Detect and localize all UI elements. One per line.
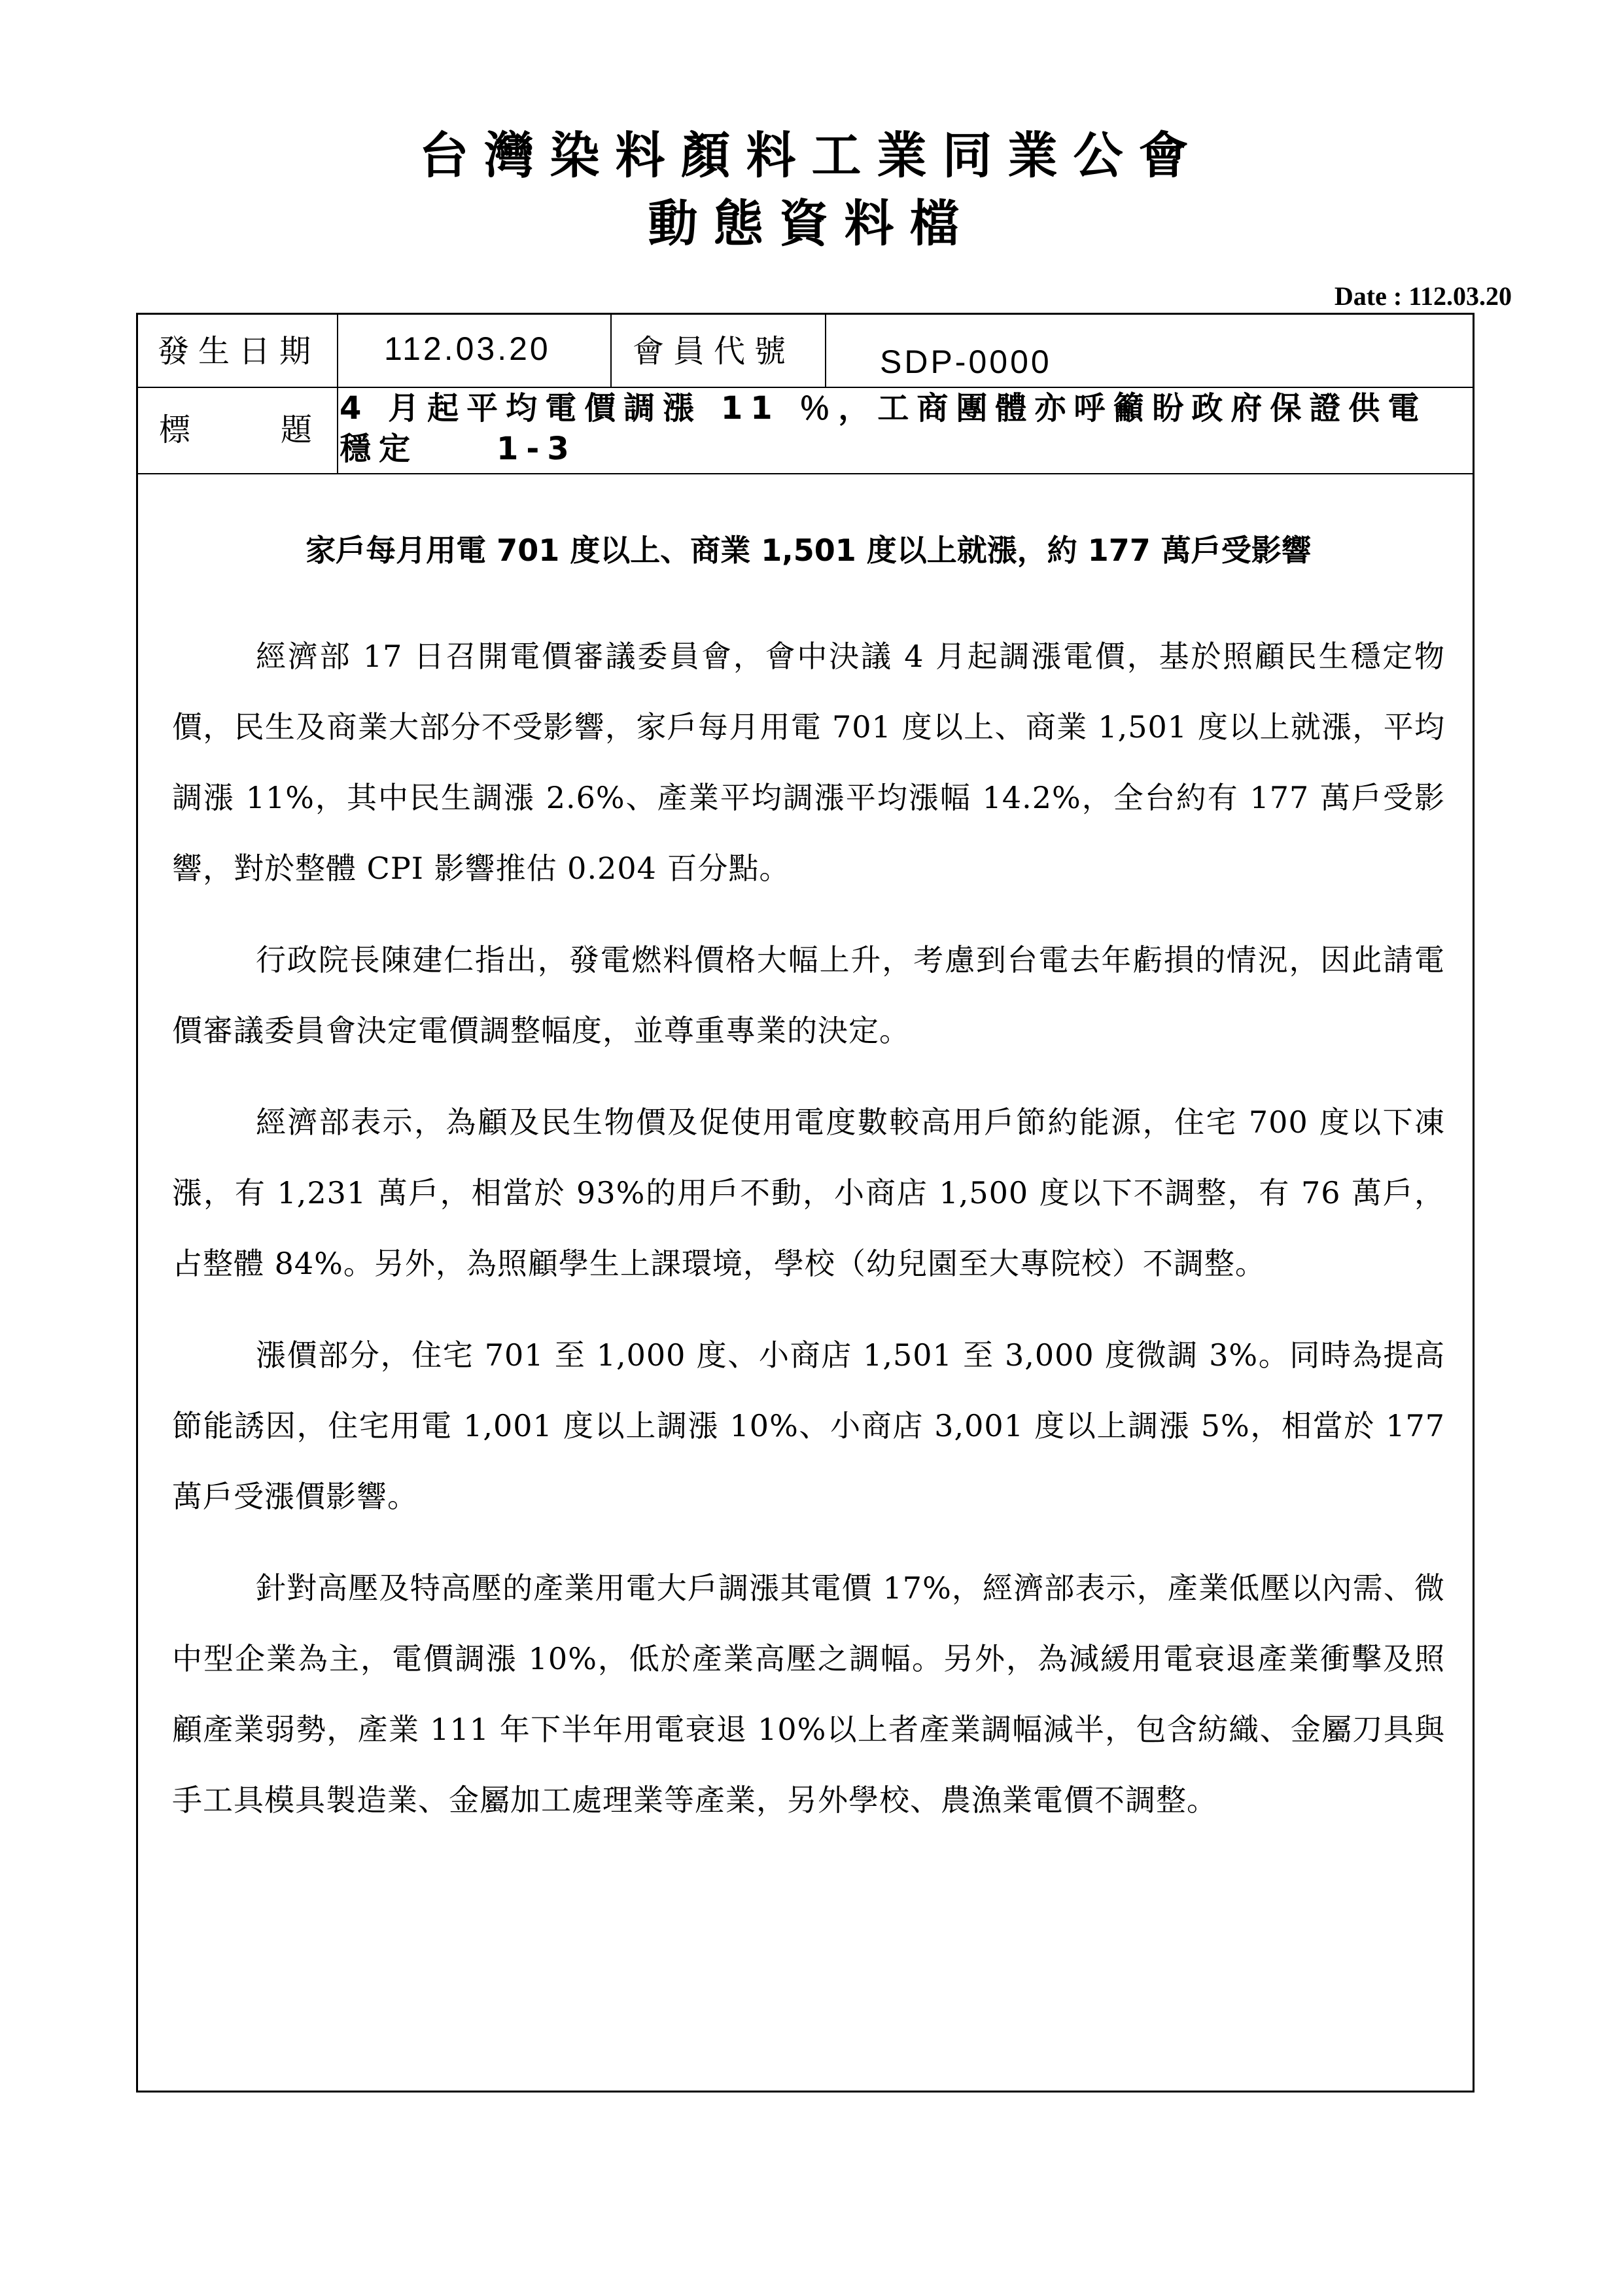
subject-value: 4 月起平均電價調漲 11 ％，工商團體亦呼籲盼政府保證供電穩定 1-3 bbox=[340, 390, 1427, 467]
article-headline: 家戶每月用電 701 度以上、商業 1,501 度以上就漲，約 177 萬戶受影響 bbox=[305, 533, 1312, 568]
document-date: Date : 112.03.20 bbox=[1334, 281, 1512, 311]
member-code-label: 會員代號 bbox=[633, 333, 795, 370]
document-title: 動態資料檔 bbox=[648, 194, 975, 253]
article-paragraph: 針對高壓及特高壓的產業用電大戶調漲其電價 17%，經濟部表示，產業低壓以內需、微中型企業為主，電價調漲 10%，低於產業高壓之調幅。另外，為減緩用電衰退產業衝擊及照顧產業弱勢，產業 111 年下半年用電衰退 10%以上者產業調幅減半，包含紡織、金屬刀具與手工具模具製造業、金屬加工處理業等產業，另外學校、農漁業電價不調整。 bbox=[172, 1570, 1445, 1818]
column-divider bbox=[825, 315, 826, 387]
article-paragraph: 漲價部分，住宅 701 至 1,000 度、小商店 1,501 至 3,000 度微調 3%。同時為提高節能誘因，住宅用電 1,001 度以上調漲 10%、小商店 3,001 度以上調漲 5%，相當於 177 萬戶受漲價影響。 bbox=[172, 1337, 1445, 1514]
organization-title: 台灣染料顏料工業同業公會 bbox=[419, 126, 1204, 185]
date-label: 發生日期 bbox=[158, 333, 321, 370]
member-code-value: SDP-0000 bbox=[880, 344, 1052, 380]
article-paragraph: 經濟部表示，為顧及民生物價及促使用電度數較高用戶節約能源，住宅 700 度以下凍漲，有 1,231 萬戶，相當於 93%的用戶不動，小商店 1,500 度以下不調整，有 76 萬戶，占整體 84%。另外，為照顧學生上課環境，學校（幼兒園至大專院校）不調整。 bbox=[172, 1104, 1445, 1281]
form-frame bbox=[136, 313, 1475, 2093]
column-divider bbox=[610, 315, 612, 387]
date-value: 112.03.20 bbox=[384, 330, 551, 367]
subject-label: 標 題 bbox=[159, 412, 322, 448]
row-divider bbox=[138, 473, 1473, 474]
column-divider bbox=[337, 315, 338, 473]
article-paragraph: 經濟部 17 日召開電價審議委員會，會中決議 4 月起調漲電價，基於照顧民生穩定物價，民生及商業大部分不受影響，家戶每月用電 701 度以上、商業 1,501 度以上就漲，平均調漲 11%，其中民生調漲 2.6%、產業平均調漲平均漲幅 14.2%，全台約有 177 萬戶受影響，對於整體 CPI 影響推估 0.204 百分點。 bbox=[172, 639, 1445, 886]
article-body bbox=[172, 531, 1445, 1856]
article-paragraph: 行政院長陳建仁指出，發電燃料價格大幅上升，考慮到台電去年虧損的情況，因此請電價審議委員會決定電價調整幅度，並尊重專業的決定。 bbox=[172, 942, 1445, 1048]
